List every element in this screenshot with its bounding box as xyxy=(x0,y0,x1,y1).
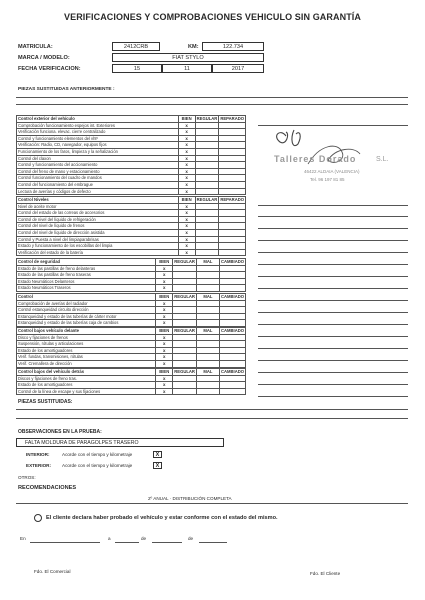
bien-checkbox[interactable]: x xyxy=(178,229,195,236)
row-label: Control del nivel de líquido de dirección asistida xyxy=(17,229,179,236)
status-checkbox[interactable] xyxy=(219,278,245,285)
status-checkbox[interactable] xyxy=(173,278,197,285)
matricula-field[interactable]: 2412CRB xyxy=(112,42,160,51)
status-checkbox[interactable] xyxy=(219,341,245,348)
status-checkbox[interactable] xyxy=(196,334,219,341)
table-row xyxy=(17,249,246,256)
status-checkbox[interactable] xyxy=(219,155,246,162)
col-header: MAL xyxy=(196,369,219,376)
table-row xyxy=(17,223,246,230)
bien-checkbox[interactable]: x xyxy=(156,278,173,285)
bien-checkbox[interactable]: x xyxy=(156,313,173,320)
table-row xyxy=(17,375,246,382)
status-checkbox[interactable] xyxy=(219,265,245,272)
row-label: Control y Puesta a nivel del limpiaparabrisas xyxy=(17,236,179,243)
bien-checkbox[interactable]: x xyxy=(156,382,173,389)
status-checkbox[interactable] xyxy=(219,142,246,149)
status-checkbox[interactable] xyxy=(173,341,197,348)
status-checkbox[interactable] xyxy=(195,243,219,250)
km-field[interactable]: 122.734 xyxy=(202,42,264,51)
col-header: REGULAR xyxy=(196,197,218,202)
bien-checkbox[interactable]: x xyxy=(156,300,173,307)
fecha-month-field[interactable]: 11 xyxy=(162,64,212,73)
row-label: Comprobación de averías del radiador xyxy=(17,300,156,307)
status-checkbox[interactable] xyxy=(219,188,246,195)
col-header: MAL xyxy=(196,294,219,301)
section-title: Control xyxy=(17,294,156,301)
status-checkbox[interactable] xyxy=(195,148,219,155)
control-table xyxy=(16,293,246,327)
row-label: Lectura de averías y códigos de defecto xyxy=(17,188,179,195)
col-header: CAMBIADO xyxy=(220,328,244,333)
status-checkbox[interactable] xyxy=(219,334,245,341)
table-row xyxy=(17,162,246,169)
table-row xyxy=(17,300,246,307)
status-checkbox[interactable] xyxy=(219,347,245,354)
status-checkbox[interactable] xyxy=(219,249,246,256)
row-label: Control del claxon xyxy=(17,155,179,162)
status-checkbox[interactable] xyxy=(196,375,219,382)
bien-checkbox[interactable]: x xyxy=(178,122,195,129)
status-checkbox[interactable] xyxy=(219,320,245,327)
status-checkbox[interactable] xyxy=(219,313,245,320)
bien-checkbox[interactable]: x xyxy=(178,148,195,155)
table-row xyxy=(17,265,246,272)
status-checkbox[interactable] xyxy=(195,188,219,195)
status-checkbox[interactable] xyxy=(195,135,219,142)
section-title: Control exterior del vehículo xyxy=(17,116,179,123)
de1-label: de xyxy=(141,536,147,541)
table-row xyxy=(17,307,246,314)
status-checkbox[interactable] xyxy=(219,243,246,250)
table-row xyxy=(17,354,246,361)
status-checkbox[interactable] xyxy=(173,300,197,307)
col-header: BIEN xyxy=(178,197,195,204)
row-label: Discos y fijaciones de freno tras. xyxy=(17,375,156,382)
recomendaciones-label: RECOMENDACIONES xyxy=(18,485,77,491)
section-title: Control bajos del vehículo detrás xyxy=(17,369,156,376)
status-checkbox[interactable] xyxy=(196,278,219,285)
table-row xyxy=(17,210,246,217)
a-label: a xyxy=(108,536,111,541)
control-bajos-detras-table xyxy=(16,368,246,395)
bien-checkbox[interactable]: x xyxy=(178,142,195,149)
table-row xyxy=(17,203,246,210)
bien-checkbox[interactable]: x xyxy=(178,155,195,162)
row-label: Suspensión, rótulas y articulaciones xyxy=(17,341,156,348)
fecha-year-field[interactable]: 2017 xyxy=(212,64,264,73)
status-checkbox[interactable] xyxy=(196,341,219,348)
col-header: CAMBIADO xyxy=(220,294,244,299)
status-checkbox[interactable] xyxy=(219,360,245,367)
status-checkbox[interactable] xyxy=(196,360,219,367)
row-label: Estado de las pastillas de freno traseras xyxy=(17,272,156,279)
row-label: Control estanqueidad circuito dirección xyxy=(17,307,156,314)
table-row xyxy=(17,129,246,136)
status-checkbox[interactable] xyxy=(196,285,219,292)
status-checkbox[interactable] xyxy=(219,388,245,395)
col-header: MAL xyxy=(196,259,219,266)
status-checkbox[interactable] xyxy=(219,354,245,361)
otros-label: OTROS: xyxy=(18,475,36,480)
observaciones-field[interactable]: FALTA MOLDURA DE PARAGOLPES TRASERO xyxy=(16,438,224,447)
row-label: Estado de los amortiguadores xyxy=(17,382,156,389)
row-label: Nivel de aceite motor xyxy=(17,203,179,210)
status-checkbox[interactable] xyxy=(196,307,219,314)
bien-checkbox[interactable]: x xyxy=(156,272,173,279)
status-checkbox[interactable] xyxy=(195,155,219,162)
row-label: Verificación del estado de la batería xyxy=(17,249,179,256)
status-checkbox[interactable] xyxy=(195,181,219,188)
bien-checkbox[interactable]: x xyxy=(178,129,195,136)
bien-checkbox[interactable]: x xyxy=(156,360,173,367)
status-checkbox[interactable] xyxy=(196,300,219,307)
exterior-text: Acorde con el tiempo y kilometraje xyxy=(62,463,133,468)
bien-checkbox[interactable]: x xyxy=(178,243,195,250)
table-row xyxy=(17,272,246,279)
bien-checkbox[interactable]: x xyxy=(156,285,173,292)
status-checkbox[interactable] xyxy=(196,265,219,272)
bien-checkbox[interactable]: x xyxy=(156,334,173,341)
table-row xyxy=(17,382,246,389)
col-header: REGULAR xyxy=(174,259,195,264)
status-checkbox[interactable] xyxy=(173,307,197,314)
table-row xyxy=(17,388,246,395)
bien-checkbox[interactable]: x xyxy=(178,168,195,175)
table-row xyxy=(17,334,246,341)
piezas-sustituidas-label: PIEZAS SUSTITUIDAS: xyxy=(18,399,73,405)
table-row xyxy=(17,135,246,142)
fecha-day-field[interactable]: 15 xyxy=(112,64,162,73)
row-label: Estado de las pastillas de freno delanteras xyxy=(17,265,156,272)
status-checkbox[interactable] xyxy=(173,334,197,341)
row-label: Control y funcionamiento elementos del vhtº xyxy=(17,135,179,142)
status-checkbox[interactable] xyxy=(173,313,197,320)
row-label: Estanqueidad y estado de las tuberías caja de cambios xyxy=(17,320,156,327)
table-row xyxy=(17,148,246,155)
status-checkbox[interactable] xyxy=(219,272,245,279)
row-label: Control y funcionamiento del accionamiento xyxy=(17,162,179,169)
recomendaciones-value: 2º ANUAL · DISTRIBUCIÓN COMPLETA xyxy=(148,496,232,501)
col-header: MAL xyxy=(196,328,219,335)
marca-label: MARCA / MODELO: xyxy=(18,55,70,61)
table-row xyxy=(17,347,246,354)
col-header: REGULAR xyxy=(174,294,195,299)
table-row xyxy=(17,168,246,175)
row-label: Estado y funcionamiento de los escobillas del limpia xyxy=(17,243,179,250)
bien-checkbox[interactable]: x xyxy=(156,341,173,348)
bien-checkbox[interactable]: x xyxy=(178,175,195,182)
row-label: Estado de los amortiguadores xyxy=(17,347,156,354)
col-header: BIEN xyxy=(156,294,173,301)
row-label: Control del freno de mano y estacionamiento xyxy=(17,168,179,175)
status-checkbox[interactable] xyxy=(195,122,219,129)
bien-checkbox[interactable]: x xyxy=(156,265,173,272)
table-row xyxy=(17,341,246,348)
status-checkbox[interactable] xyxy=(219,216,246,223)
row-label: Funcionamiento de los faros, limpieza y la señalización xyxy=(17,148,179,155)
row-label: Comprobación funcionamiento espejos int. Exteriores xyxy=(17,122,179,129)
status-checkbox[interactable] xyxy=(195,249,219,256)
row-label: Verif. fundas, transmisiones, rótulas xyxy=(17,354,156,361)
firma-cliente: Fdo. El Cliente xyxy=(310,571,341,576)
bien-checkbox[interactable]: x xyxy=(178,188,195,195)
status-checkbox[interactable] xyxy=(219,122,246,129)
col-header: REGULAR xyxy=(174,369,195,374)
col-header: BIEN xyxy=(178,116,195,123)
exterior-label: EXTERIOR: xyxy=(26,463,52,468)
status-checkbox[interactable] xyxy=(195,168,219,175)
bien-checkbox[interactable]: x xyxy=(178,249,195,256)
status-checkbox[interactable] xyxy=(173,272,197,279)
status-checkbox[interactable] xyxy=(195,142,219,149)
status-checkbox[interactable] xyxy=(173,354,197,361)
status-checkbox[interactable] xyxy=(195,216,219,223)
km-label: KM: xyxy=(188,44,199,50)
status-checkbox[interactable] xyxy=(219,285,245,292)
row-label: Control funcionamiento del cuadro de mandos xyxy=(17,175,179,182)
status-checkbox[interactable] xyxy=(196,347,219,354)
table-row xyxy=(17,320,246,327)
control-exterior-table xyxy=(16,115,246,195)
control-seguridad-table xyxy=(16,258,246,292)
status-checkbox[interactable] xyxy=(219,135,246,142)
status-checkbox[interactable] xyxy=(219,181,246,188)
bien-checkbox[interactable]: x xyxy=(178,210,195,217)
status-checkbox[interactable] xyxy=(173,388,197,395)
row-label: Control de la línea de escape y sus fijaciones xyxy=(17,388,156,395)
status-checkbox[interactable] xyxy=(195,203,219,210)
row-label: Disco y fijaciones de frenos xyxy=(17,334,156,341)
status-checkbox[interactable] xyxy=(196,313,219,320)
col-header: REPARADO xyxy=(220,197,244,202)
table-row xyxy=(17,236,246,243)
status-checkbox[interactable] xyxy=(219,148,246,155)
status-checkbox[interactable] xyxy=(219,210,246,217)
stamp-sl: S.L. xyxy=(376,156,389,163)
bien-checkbox[interactable]: x xyxy=(156,375,173,382)
company-stamp xyxy=(268,124,408,196)
status-checkbox[interactable] xyxy=(219,382,245,389)
bien-checkbox[interactable]: x xyxy=(178,181,195,188)
interior-text: Acorde con el tiempo y kilometraje xyxy=(62,452,133,457)
bien-checkbox[interactable]: x xyxy=(178,216,195,223)
status-checkbox[interactable] xyxy=(173,320,197,327)
table-row xyxy=(17,188,246,195)
bien-checkbox[interactable]: x xyxy=(156,347,173,354)
status-checkbox[interactable] xyxy=(173,285,197,292)
row-label: Control del funcionamiento del embrague xyxy=(17,181,179,188)
bien-checkbox[interactable]: x xyxy=(156,388,173,395)
table-row xyxy=(17,175,246,182)
stamp-phone: Tel. 96 197 81 85 xyxy=(310,177,345,182)
table-row xyxy=(17,313,246,320)
status-checkbox[interactable] xyxy=(219,236,246,243)
stamp-address: 46422 ALDAIA (VALENCIA) xyxy=(304,169,360,174)
status-checkbox[interactable] xyxy=(173,265,197,272)
bien-checkbox[interactable]: x xyxy=(178,135,195,142)
bien-checkbox[interactable]: x xyxy=(156,320,173,327)
col-header: REGULAR xyxy=(196,116,218,121)
status-checkbox[interactable] xyxy=(219,129,246,136)
table-row xyxy=(17,142,246,149)
status-checkbox[interactable] xyxy=(195,229,219,236)
status-checkbox[interactable] xyxy=(173,382,197,389)
row-label: Verificación: Radio, CD, navegador, equipos fijos xyxy=(17,142,179,149)
status-checkbox[interactable] xyxy=(195,129,219,136)
control-bajos-delante-table xyxy=(16,327,246,368)
table-row xyxy=(17,216,246,223)
col-header: BIEN xyxy=(156,328,173,335)
row-label: Verificación funciona. elevac. cierre centralizado xyxy=(17,129,179,136)
fecha-label: FECHA VERIFICACION: xyxy=(18,66,81,72)
status-checkbox[interactable] xyxy=(196,354,219,361)
interior-checkbox[interactable]: X xyxy=(153,451,162,458)
status-checkbox[interactable] xyxy=(195,210,219,217)
status-checkbox[interactable] xyxy=(196,320,219,327)
bien-checkbox[interactable]: x xyxy=(156,307,173,314)
status-checkbox[interactable] xyxy=(195,162,219,169)
col-header: BIEN xyxy=(156,259,173,266)
interior-label: INTERIOR: xyxy=(26,452,50,457)
row-label: Control de nivel del líquido de refrigeración xyxy=(17,216,179,223)
declaration-radio[interactable] xyxy=(34,514,42,522)
marca-field[interactable]: FIAT STYLO xyxy=(112,53,264,62)
de2-label: de xyxy=(188,536,194,541)
declaration-text: El cliente declara haber probado el vehículo y estar conforme con el estado del mismo. xyxy=(46,515,278,521)
status-checkbox[interactable] xyxy=(219,300,245,307)
col-header: CAMBIADO xyxy=(220,369,244,374)
bien-checkbox[interactable]: x xyxy=(178,162,195,169)
status-checkbox[interactable] xyxy=(173,360,197,367)
en-label: En xyxy=(20,536,26,541)
section-title: Control de seguridad xyxy=(17,259,156,266)
col-header: REPARADO xyxy=(220,116,244,121)
status-checkbox[interactable] xyxy=(196,382,219,389)
status-checkbox[interactable] xyxy=(219,375,245,382)
bien-checkbox[interactable]: x xyxy=(178,203,195,210)
table-row xyxy=(17,155,246,162)
observaciones-label: OBSERVACIONES EN LA PRUEBA: xyxy=(18,429,102,435)
status-checkbox[interactable] xyxy=(195,175,219,182)
table-row xyxy=(17,229,246,236)
col-header: BIEN xyxy=(156,369,173,376)
bien-checkbox[interactable]: x xyxy=(178,223,195,230)
status-checkbox[interactable] xyxy=(219,203,246,210)
piezas-anteriormente-label: PIEZAS SUSTITUIDAS ANTERIORMENTE : xyxy=(18,87,115,92)
col-header: REGULAR xyxy=(174,328,195,333)
table-row xyxy=(17,285,246,292)
row-label: Estado Neumáticos Delanteros xyxy=(17,278,156,285)
status-checkbox[interactable] xyxy=(219,175,246,182)
row-label: Estado Neumáticos Traseros xyxy=(17,285,156,292)
exterior-checkbox[interactable]: X xyxy=(153,462,162,469)
status-checkbox[interactable] xyxy=(219,168,246,175)
table-row xyxy=(17,278,246,285)
row-label: Control del estado de las correas de accesorios xyxy=(17,210,179,217)
control-niveles-table xyxy=(16,196,246,256)
row-label: Estanqueidad y estado de las tuberías de cárter motor xyxy=(17,313,156,320)
row-label: Control del nivel de líquido de frenos xyxy=(17,223,179,230)
section-title: Control bajos vehículo delante xyxy=(17,328,156,335)
status-checkbox[interactable] xyxy=(196,272,219,279)
firma-comercial: Fdo. El Comercial xyxy=(34,569,71,574)
table-row xyxy=(17,360,246,367)
table-row xyxy=(17,243,246,250)
stamp-name: Talleres Dorado xyxy=(274,154,357,164)
status-checkbox[interactable] xyxy=(219,223,246,230)
status-checkbox[interactable] xyxy=(196,388,219,395)
bien-checkbox[interactable]: x xyxy=(156,354,173,361)
row-label: Verif. Cremallera de dirección xyxy=(17,360,156,367)
status-checkbox[interactable] xyxy=(195,223,219,230)
status-checkbox[interactable] xyxy=(219,229,246,236)
status-checkbox[interactable] xyxy=(219,162,246,169)
document-title: VERIFICACIONES Y COMPROBACIONES VEHICULO SIN GARANTÍA xyxy=(64,12,361,22)
status-checkbox[interactable] xyxy=(173,347,197,354)
col-header: CAMBIADO xyxy=(220,259,244,264)
section-title: Control Niveles xyxy=(17,197,179,204)
table-row xyxy=(17,122,246,129)
status-checkbox[interactable] xyxy=(195,236,219,243)
status-checkbox[interactable] xyxy=(173,375,197,382)
matricula-label: MATRICULA: xyxy=(18,44,53,50)
status-checkbox[interactable] xyxy=(219,307,245,314)
table-row xyxy=(17,181,246,188)
bien-checkbox[interactable]: x xyxy=(178,236,195,243)
